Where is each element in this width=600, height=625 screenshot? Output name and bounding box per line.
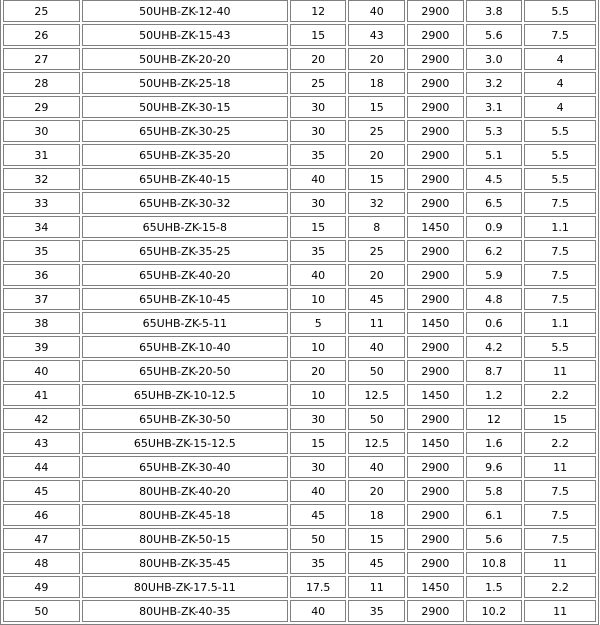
- row-number-cell: 47: [3, 528, 80, 550]
- shaft-power-cell: 3.2: [466, 72, 523, 94]
- row-number-cell: 26: [3, 24, 80, 46]
- speed-cell: 2900: [407, 168, 464, 190]
- shaft-power-cell: 6.2: [466, 240, 523, 262]
- model-cell: 80UHB-ZK-50-15: [82, 528, 288, 550]
- flow-cell: 50: [290, 528, 347, 550]
- speed-cell: 2900: [407, 72, 464, 94]
- speed-cell: 2900: [407, 120, 464, 142]
- model-cell: 65UHB-ZK-5-11: [82, 312, 288, 334]
- model-cell: 80UHB-ZK-17.5-11: [82, 576, 288, 598]
- row-number-cell: 31: [3, 144, 80, 166]
- head-cell: 15: [348, 96, 405, 118]
- speed-cell: 2900: [407, 264, 464, 286]
- motor-power-cell: 5.5: [524, 168, 596, 190]
- row-number-cell: 35: [3, 240, 80, 262]
- table-row: [3, 168, 596, 190]
- speed-cell: 2900: [407, 240, 464, 262]
- speed-cell: 2900: [407, 408, 464, 430]
- motor-power-cell: 1.1: [524, 312, 596, 334]
- head-cell: 15: [348, 528, 405, 550]
- model-cell: 65UHB-ZK-20-50: [82, 360, 288, 382]
- row-number-cell: 48: [3, 552, 80, 574]
- row-number-cell: 46: [3, 504, 80, 526]
- table-row: [3, 192, 596, 214]
- table-row: [3, 312, 596, 334]
- speed-cell: 2900: [407, 528, 464, 550]
- table-row: [3, 432, 596, 454]
- model-cell: 65UHB-ZK-15-12.5: [82, 432, 288, 454]
- speed-cell: 2900: [407, 600, 464, 622]
- motor-power-cell: 11: [524, 360, 596, 382]
- shaft-power-cell: 3.0: [466, 48, 523, 70]
- shaft-power-cell: 5.6: [466, 528, 523, 550]
- speed-cell: 2900: [407, 24, 464, 46]
- shaft-power-cell: 10.8: [466, 552, 523, 574]
- speed-cell: 2900: [407, 144, 464, 166]
- table-row: [3, 552, 596, 574]
- head-cell: 35: [348, 600, 405, 622]
- table-row: [3, 480, 596, 502]
- model-cell: 80UHB-ZK-35-45: [82, 552, 288, 574]
- flow-cell: 30: [290, 120, 347, 142]
- shaft-power-cell: 4.8: [466, 288, 523, 310]
- motor-power-cell: 7.5: [524, 528, 596, 550]
- model-cell: 65UHB-ZK-40-15: [82, 168, 288, 190]
- row-number-cell: 30: [3, 120, 80, 142]
- shaft-power-cell: 1.2: [466, 384, 523, 406]
- speed-cell: 2900: [407, 552, 464, 574]
- model-cell: 65UHB-ZK-10-12.5: [82, 384, 288, 406]
- speed-cell: 2900: [407, 192, 464, 214]
- row-number-cell: 44: [3, 456, 80, 478]
- shaft-power-cell: 9.6: [466, 456, 523, 478]
- head-cell: 40: [348, 456, 405, 478]
- motor-power-cell: 11: [524, 456, 596, 478]
- flow-cell: 15: [290, 432, 347, 454]
- row-number-cell: 50: [3, 600, 80, 622]
- row-number-cell: 36: [3, 264, 80, 286]
- shaft-power-cell: 12: [466, 408, 523, 430]
- table-row: [3, 456, 596, 478]
- flow-cell: 40: [290, 480, 347, 502]
- model-cell: 50UHB-ZK-25-18: [82, 72, 288, 94]
- model-cell: 65UHB-ZK-30-40: [82, 456, 288, 478]
- head-cell: 11: [348, 576, 405, 598]
- flow-cell: 15: [290, 216, 347, 238]
- motor-power-cell: 5.5: [524, 336, 596, 358]
- flow-cell: 30: [290, 192, 347, 214]
- flow-cell: 40: [290, 600, 347, 622]
- model-cell: 65UHB-ZK-35-20: [82, 144, 288, 166]
- shaft-power-cell: 5.3: [466, 120, 523, 142]
- model-cell: 65UHB-ZK-10-45: [82, 288, 288, 310]
- row-number-cell: 43: [3, 432, 80, 454]
- motor-power-cell: 4: [524, 72, 596, 94]
- head-cell: 20: [348, 144, 405, 166]
- model-cell: 80UHB-ZK-45-18: [82, 504, 288, 526]
- head-cell: 25: [348, 240, 405, 262]
- row-number-cell: 37: [3, 288, 80, 310]
- row-number-cell: 34: [3, 216, 80, 238]
- flow-cell: 10: [290, 336, 347, 358]
- flow-cell: 20: [290, 48, 347, 70]
- flow-cell: 25: [290, 72, 347, 94]
- shaft-power-cell: 3.1: [466, 96, 523, 118]
- table-row: [3, 0, 596, 22]
- head-cell: 40: [348, 0, 405, 22]
- shaft-power-cell: 1.6: [466, 432, 523, 454]
- motor-power-cell: 11: [524, 552, 596, 574]
- row-number-cell: 40: [3, 360, 80, 382]
- row-number-cell: 25: [3, 0, 80, 22]
- flow-cell: 20: [290, 360, 347, 382]
- model-cell: 65UHB-ZK-40-20: [82, 264, 288, 286]
- motor-power-cell: 11: [524, 600, 596, 622]
- table-row: [3, 120, 596, 142]
- model-cell: 65UHB-ZK-30-32: [82, 192, 288, 214]
- speed-cell: 1450: [407, 384, 464, 406]
- model-cell: 65UHB-ZK-10-40: [82, 336, 288, 358]
- row-number-cell: 49: [3, 576, 80, 598]
- motor-power-cell: 2.2: [524, 432, 596, 454]
- motor-power-cell: 7.5: [524, 480, 596, 502]
- shaft-power-cell: 5.1: [466, 144, 523, 166]
- shaft-power-cell: 5.9: [466, 264, 523, 286]
- motor-power-cell: 7.5: [524, 24, 596, 46]
- shaft-power-cell: 5.8: [466, 480, 523, 502]
- table-row: [3, 384, 596, 406]
- shaft-power-cell: 8.7: [466, 360, 523, 382]
- model-cell: 65UHB-ZK-30-50: [82, 408, 288, 430]
- flow-cell: 5: [290, 312, 347, 334]
- motor-power-cell: 7.5: [524, 192, 596, 214]
- row-number-cell: 41: [3, 384, 80, 406]
- speed-cell: 2900: [407, 480, 464, 502]
- table-row: [3, 96, 596, 118]
- flow-cell: 30: [290, 96, 347, 118]
- model-cell: 80UHB-ZK-40-35: [82, 600, 288, 622]
- head-cell: 20: [348, 480, 405, 502]
- row-number-cell: 33: [3, 192, 80, 214]
- motor-power-cell: 15: [524, 408, 596, 430]
- flow-cell: 12: [290, 0, 347, 22]
- head-cell: 18: [348, 72, 405, 94]
- head-cell: 11: [348, 312, 405, 334]
- row-number-cell: 28: [3, 72, 80, 94]
- flow-cell: 35: [290, 144, 347, 166]
- speed-cell: 2900: [407, 96, 464, 118]
- shaft-power-cell: 4.5: [466, 168, 523, 190]
- head-cell: 20: [348, 48, 405, 70]
- model-cell: 50UHB-ZK-30-15: [82, 96, 288, 118]
- head-cell: 32: [348, 192, 405, 214]
- table-row: [3, 72, 596, 94]
- flow-cell: 40: [290, 168, 347, 190]
- model-cell: 65UHB-ZK-15-8: [82, 216, 288, 238]
- shaft-power-cell: 0.9: [466, 216, 523, 238]
- flow-cell: 35: [290, 552, 347, 574]
- head-cell: 45: [348, 288, 405, 310]
- shaft-power-cell: 5.6: [466, 24, 523, 46]
- head-cell: 50: [348, 408, 405, 430]
- model-cell: 50UHB-ZK-12-40: [82, 0, 288, 22]
- flow-cell: 35: [290, 240, 347, 262]
- head-cell: 18: [348, 504, 405, 526]
- speed-cell: 1450: [407, 312, 464, 334]
- flow-cell: 30: [290, 408, 347, 430]
- table-row: [3, 528, 596, 550]
- speed-cell: 2900: [407, 504, 464, 526]
- model-cell: 50UHB-ZK-20-20: [82, 48, 288, 70]
- speed-cell: 2900: [407, 0, 464, 22]
- flow-cell: 45: [290, 504, 347, 526]
- head-cell: 40: [348, 336, 405, 358]
- speed-cell: 1450: [407, 576, 464, 598]
- shaft-power-cell: 4.2: [466, 336, 523, 358]
- table-row: [3, 240, 596, 262]
- model-cell: 80UHB-ZK-40-20: [82, 480, 288, 502]
- shaft-power-cell: 6.1: [466, 504, 523, 526]
- speed-cell: 2900: [407, 48, 464, 70]
- shaft-power-cell: 3.8: [466, 0, 523, 22]
- head-cell: 43: [348, 24, 405, 46]
- head-cell: 45: [348, 552, 405, 574]
- head-cell: 25: [348, 120, 405, 142]
- motor-power-cell: 1.1: [524, 216, 596, 238]
- table-row: [3, 360, 596, 382]
- shaft-power-cell: 1.5: [466, 576, 523, 598]
- speed-cell: 2900: [407, 360, 464, 382]
- motor-power-cell: 7.5: [524, 504, 596, 526]
- speed-cell: 1450: [407, 216, 464, 238]
- table-row: [3, 504, 596, 526]
- model-cell: 50UHB-ZK-15-43: [82, 24, 288, 46]
- motor-power-cell: 5.5: [524, 144, 596, 166]
- table-row: [3, 24, 596, 46]
- table-body: [3, 0, 596, 622]
- row-number-cell: 42: [3, 408, 80, 430]
- head-cell: 50: [348, 360, 405, 382]
- row-number-cell: 38: [3, 312, 80, 334]
- motor-power-cell: 4: [524, 96, 596, 118]
- head-cell: 12.5: [348, 384, 405, 406]
- motor-power-cell: 7.5: [524, 240, 596, 262]
- table-row: [3, 48, 596, 70]
- motor-power-cell: 2.2: [524, 384, 596, 406]
- shaft-power-cell: 0.6: [466, 312, 523, 334]
- row-number-cell: 29: [3, 96, 80, 118]
- row-number-cell: 45: [3, 480, 80, 502]
- table-row: [3, 408, 596, 430]
- speed-cell: 1450: [407, 432, 464, 454]
- table-row: [3, 144, 596, 166]
- motor-power-cell: 5.5: [524, 0, 596, 22]
- motor-power-cell: 7.5: [524, 264, 596, 286]
- table-row: [3, 264, 596, 286]
- flow-cell: 40: [290, 264, 347, 286]
- speed-cell: 2900: [407, 456, 464, 478]
- motor-power-cell: 2.2: [524, 576, 596, 598]
- model-cell: 65UHB-ZK-35-25: [82, 240, 288, 262]
- flow-cell: 30: [290, 456, 347, 478]
- row-number-cell: 27: [3, 48, 80, 70]
- row-number-cell: 39: [3, 336, 80, 358]
- table-row: [3, 336, 596, 358]
- head-cell: 8: [348, 216, 405, 238]
- table-row: [3, 216, 596, 238]
- flow-cell: 15: [290, 24, 347, 46]
- flow-cell: 17.5: [290, 576, 347, 598]
- speed-cell: 2900: [407, 288, 464, 310]
- motor-power-cell: 4: [524, 48, 596, 70]
- head-cell: 12.5: [348, 432, 405, 454]
- motor-power-cell: 7.5: [524, 288, 596, 310]
- table-row: [3, 576, 596, 598]
- table-row: [3, 288, 596, 310]
- flow-cell: 10: [290, 288, 347, 310]
- model-cell: 65UHB-ZK-30-25: [82, 120, 288, 142]
- shaft-power-cell: 6.5: [466, 192, 523, 214]
- head-cell: 20: [348, 264, 405, 286]
- row-number-cell: 32: [3, 168, 80, 190]
- head-cell: 15: [348, 168, 405, 190]
- flow-cell: 10: [290, 384, 347, 406]
- motor-power-cell: 5.5: [524, 120, 596, 142]
- shaft-power-cell: 10.2: [466, 600, 523, 622]
- speed-cell: 2900: [407, 336, 464, 358]
